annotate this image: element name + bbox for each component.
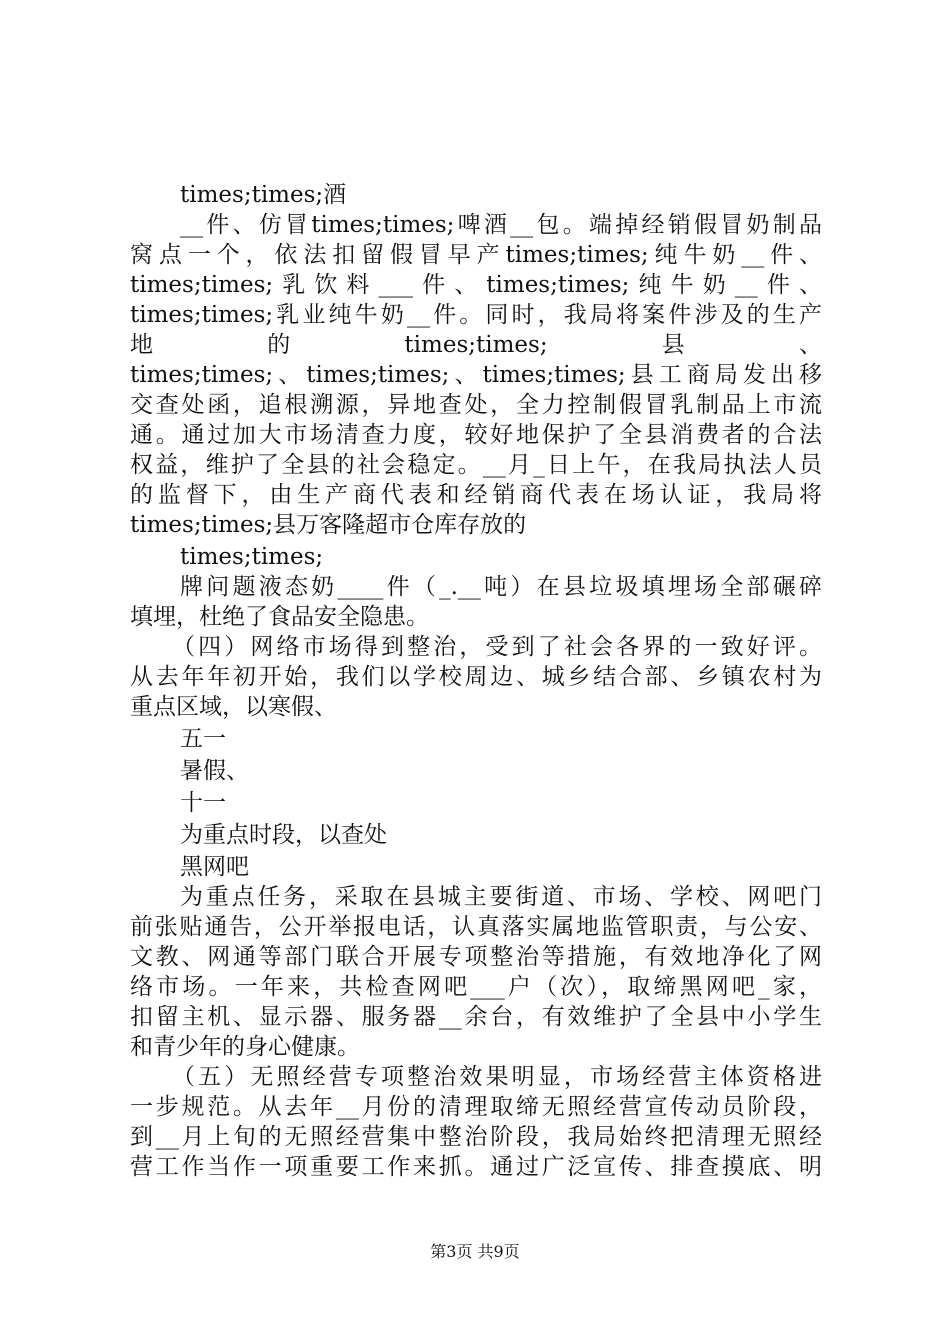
text-line: 前张贴通告，公开举报电话，认真落实属地监管职责，与公安、 xyxy=(130,914,822,940)
text-line: 黑网吧 xyxy=(180,854,249,880)
page-footer: 第3页 共9页 xyxy=(430,1242,520,1261)
text-line: 络市场。一年来，共检查网吧___户（次），取缔黑网吧_家， xyxy=(130,974,822,1000)
text-line: 一步规范。从去年__月份的清理取缔无照经营宣传动员阶段， xyxy=(130,1094,822,1120)
text-line: 的监督下，由生产商代表和经销商代表在场认证，我局将 xyxy=(130,482,822,508)
text-line: times;times;酒 xyxy=(180,182,347,208)
text-line: times;times;乳业纯牛奶__件。同时，我局将案件涉及的生产 xyxy=(130,302,822,328)
text-line: 填埋，杜绝了食品安全隐患。 xyxy=(130,604,429,630)
text-line: times;times;乳饮料___件、times;times;纯牛奶__件、 xyxy=(130,272,822,298)
text-line: 牌问题液态奶____件（_.__吨）在县垃圾填埋场全部碾碎 xyxy=(180,574,822,600)
text-line: 文教、网通等部门联合开展专项整治等措施，有效地净化了网 xyxy=(130,944,822,970)
text-line: 营工作当作一项重要工作来抓。通过广泛宣传、排查摸底、明 xyxy=(130,1154,822,1180)
text-line: times;times; xyxy=(180,544,324,570)
section-heading-4: （四）网络市场得到整治，受到了社会各界的一致好评。 xyxy=(172,634,822,660)
text-line: 和青少年的身心健康。 xyxy=(130,1034,360,1060)
text-line: 暑假、 xyxy=(180,758,249,784)
text-line: 地的times;times;县、 xyxy=(130,332,822,358)
text-line: 扣留主机、显示器、服务器__余台，有效维护了全县中小学生 xyxy=(130,1004,822,1030)
text-line: times;times;县万客隆超市仓库存放的 xyxy=(130,512,527,538)
text-line: __件、仿冒times;times;啤酒__包。端掉经销假冒奶制品 xyxy=(180,212,822,238)
text-line: 为重点时段，以查处 xyxy=(180,822,387,848)
text-line: 交查处函，追根溯源，异地查处，全力控制假冒乳制品上市流 xyxy=(130,392,822,418)
text-line: 重点区域，以寒假、 xyxy=(130,694,337,720)
text-line: 通。通过加大市场清查力度，较好地保护了全县消费者的合法 xyxy=(130,422,822,448)
text-line: 十一 xyxy=(180,790,226,816)
text-line: times;times;、times;times;、times;times;县工商局发出移 xyxy=(130,362,822,388)
section-heading-5: （五）无照经营专项整治效果明显，市场经营主体资格进 xyxy=(172,1064,822,1090)
text-line: 从去年年初开始，我们以学校周边、城乡结合部、乡镇农村为 xyxy=(130,664,822,690)
text-line: 权益，维护了全县的社会稳定。__月_日上午，在我局执法人员 xyxy=(130,452,822,478)
text-line: 到__月上旬的无照经营集中整治阶段，我局始终把清理无照经 xyxy=(130,1124,822,1150)
text-line: 为重点任务，采取在县城主要街道、市场、学校、网吧门 xyxy=(180,884,822,910)
text-line: 五一 xyxy=(180,726,226,752)
text-line: 窝点一个，依法扣留假冒早产times;times;纯牛奶__件、 xyxy=(130,242,822,268)
